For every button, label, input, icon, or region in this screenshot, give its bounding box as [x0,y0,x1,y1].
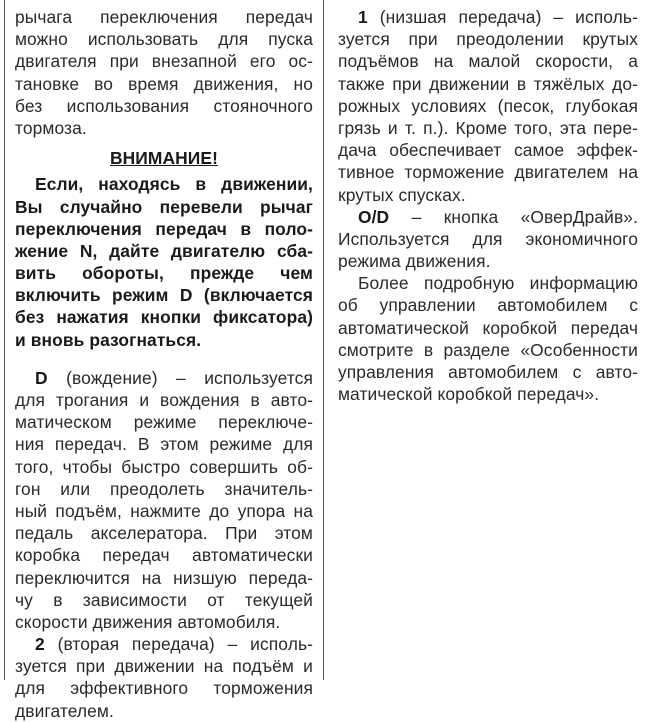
text-line [338,6,638,28]
text-line: того, чтобы быстро совершить об- [15,456,313,477]
d-mode-paragraph [15,367,313,633]
text-line: тормоза. [15,117,87,138]
text-line: также при движении в тяжёлых до- [338,73,638,94]
text-line: без использования стояночного [15,95,313,116]
text-line: гон или преодолеть значитель- [15,478,313,499]
text-line: режима движения. [338,251,491,272]
text-line: педаль акселератора. При этом [15,523,313,544]
text-line: подъёмов на малой скорости, а [338,51,638,72]
text-line: ния передач. В этом режиме для [15,434,313,455]
left-column [15,6,313,722]
text-line: дача обеспечивает самое эффек- [338,140,638,161]
text-fragment: (низшая передача) – исполь- [367,7,638,27]
text-line: грязь и т. п.). Кроме того, эта пере- [338,117,638,138]
warning-paragraph [15,173,313,351]
text-line [15,367,313,389]
text-line: крутых спусках. [338,184,466,205]
text-line: переключения передач в поло- [15,218,313,239]
text-line: зуется при преодолении крутых [338,29,638,50]
column-divider [323,0,324,680]
text-line: двигателем. [15,700,114,721]
mode-key-d: D [35,367,48,388]
warning-heading: ВНИМАНИЕ! [109,148,218,169]
text-line: жение N, дайте двигателю сба- [15,240,313,261]
text-line: вить обороты, прежде чем [15,263,313,284]
text-line: без нажатия кнопки фиксатора) [15,307,313,328]
mode-key-1: 1 [358,7,368,27]
second-gear-paragraph [15,633,313,722]
more-info-paragraph [338,272,638,405]
mode-key-od: O/D [358,206,390,227]
text-line: включить режим D (включается [15,285,313,306]
text-line: двигателя при внезапной его ос- [15,51,313,72]
text-line: скорости движения автомобиля. [15,611,281,632]
text-line: для трогания и вождения в авто- [15,390,313,410]
text-line: об управлении автомобилем с [338,295,638,316]
text-fragment: – кнопка «ОверДрайв». [389,206,638,227]
text-line: тивное торможение двигателем на [338,162,638,183]
text-line: тановке во время движения, но [15,73,313,94]
text-line: смотрите в разделе «Особенности [338,339,638,360]
text-line: рычага переключения передач [15,7,313,27]
text-line: матическом режиме переключе- [15,412,313,433]
text-fragment: (вождение) – используется [47,367,313,388]
text-line: и вновь разогнаться. [15,329,202,350]
text-line: ный подъём, нажмите до упора на [15,500,313,521]
text-line [15,633,313,655]
text-line: коробка передач автоматически [15,545,313,566]
text-fragment: (вторая передача) – исполь- [44,634,313,655]
text-line [338,206,638,228]
text-line: автоматической коробкой передач [338,317,638,338]
overdrive-paragraph [338,206,638,273]
text-line: зуется при движении на подъём и [15,656,313,677]
text-line: переключится на низшую переда- [15,567,313,588]
text-line: можно использовать для пуска [15,29,313,50]
text-line: чу в зависимости от текущей [15,589,313,610]
mode-key-2: 2 [35,634,45,655]
text-line: рожных условиях (песок, глубокая [338,95,638,116]
text-line: Вы случайно перевели рычаг [15,196,313,217]
left-column-rule [4,0,5,680]
right-column [338,6,638,405]
first-gear-paragraph [338,6,638,206]
text-line: для эффективного торможения [15,678,313,699]
text-line: матической коробкой передач». [338,384,600,405]
text-line: Если, находясь в движении, [35,174,313,195]
text-line: Более подробную информацию [358,273,638,294]
text-line: управления автомобилем с авто- [338,362,638,382]
text-line: Используется для экономичного [338,228,638,249]
intro-paragraph [15,6,313,139]
